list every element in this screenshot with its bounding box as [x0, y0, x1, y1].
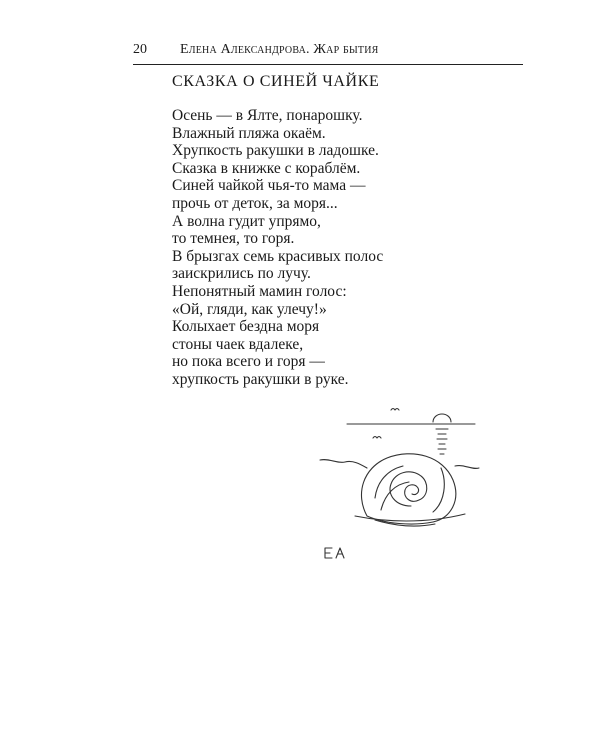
- poem-title: СКАЗКА О СИНЕЙ ЧАЙКЕ: [172, 73, 380, 90]
- page-number: 20: [133, 42, 147, 57]
- poem-line: Хрупкость ракушки в ладошке.: [172, 142, 379, 160]
- poem-text: [172, 107, 383, 389]
- poem-line: А волна гудит упрямо,: [172, 212, 321, 230]
- poem-line: прочь от деток, за моря...: [172, 194, 338, 212]
- sun-icon: [433, 414, 451, 422]
- poem-line: стоны чаек вдалеке,: [172, 335, 304, 353]
- poem-line: Влажный пляжа окаём.: [172, 124, 326, 142]
- poem-line: Синей чайкой чья-то мама —: [172, 177, 366, 195]
- shoreline: [455, 466, 479, 469]
- seashell-illustration: [315, 398, 485, 568]
- seagull-icon: [391, 409, 399, 411]
- poem-line: но пока всего и горя —: [172, 353, 325, 371]
- poem-line: Сказка в книжке с кораблём.: [172, 159, 361, 177]
- shell-outline: [361, 454, 455, 524]
- poem-line: Осень — в Ялте, понарошку.: [172, 107, 363, 124]
- shell-spiral: [390, 472, 427, 506]
- running-head-title: Елена Александрова. Жар бытия: [180, 42, 379, 57]
- poem-line: Колыхает бездна моря: [172, 318, 320, 336]
- poem-line: то темнея, то горя.: [172, 230, 295, 248]
- shoreline: [320, 460, 367, 468]
- poem-line: заискрились по лучу.: [172, 265, 311, 283]
- poem-line: В брызгах семь красивых полос: [172, 247, 384, 265]
- poem-line: «Ой, гляди, как улечу!»: [172, 300, 327, 318]
- shell-ridges: [433, 468, 444, 512]
- artist-signature: [325, 548, 344, 558]
- poem-line: хрупкость ракушки в руке.: [172, 370, 349, 388]
- sun-reflection: [436, 429, 448, 454]
- poem-line: Непонятный мамин голос:: [172, 282, 347, 300]
- running-head: [133, 40, 523, 65]
- seagull-icon: [373, 437, 381, 439]
